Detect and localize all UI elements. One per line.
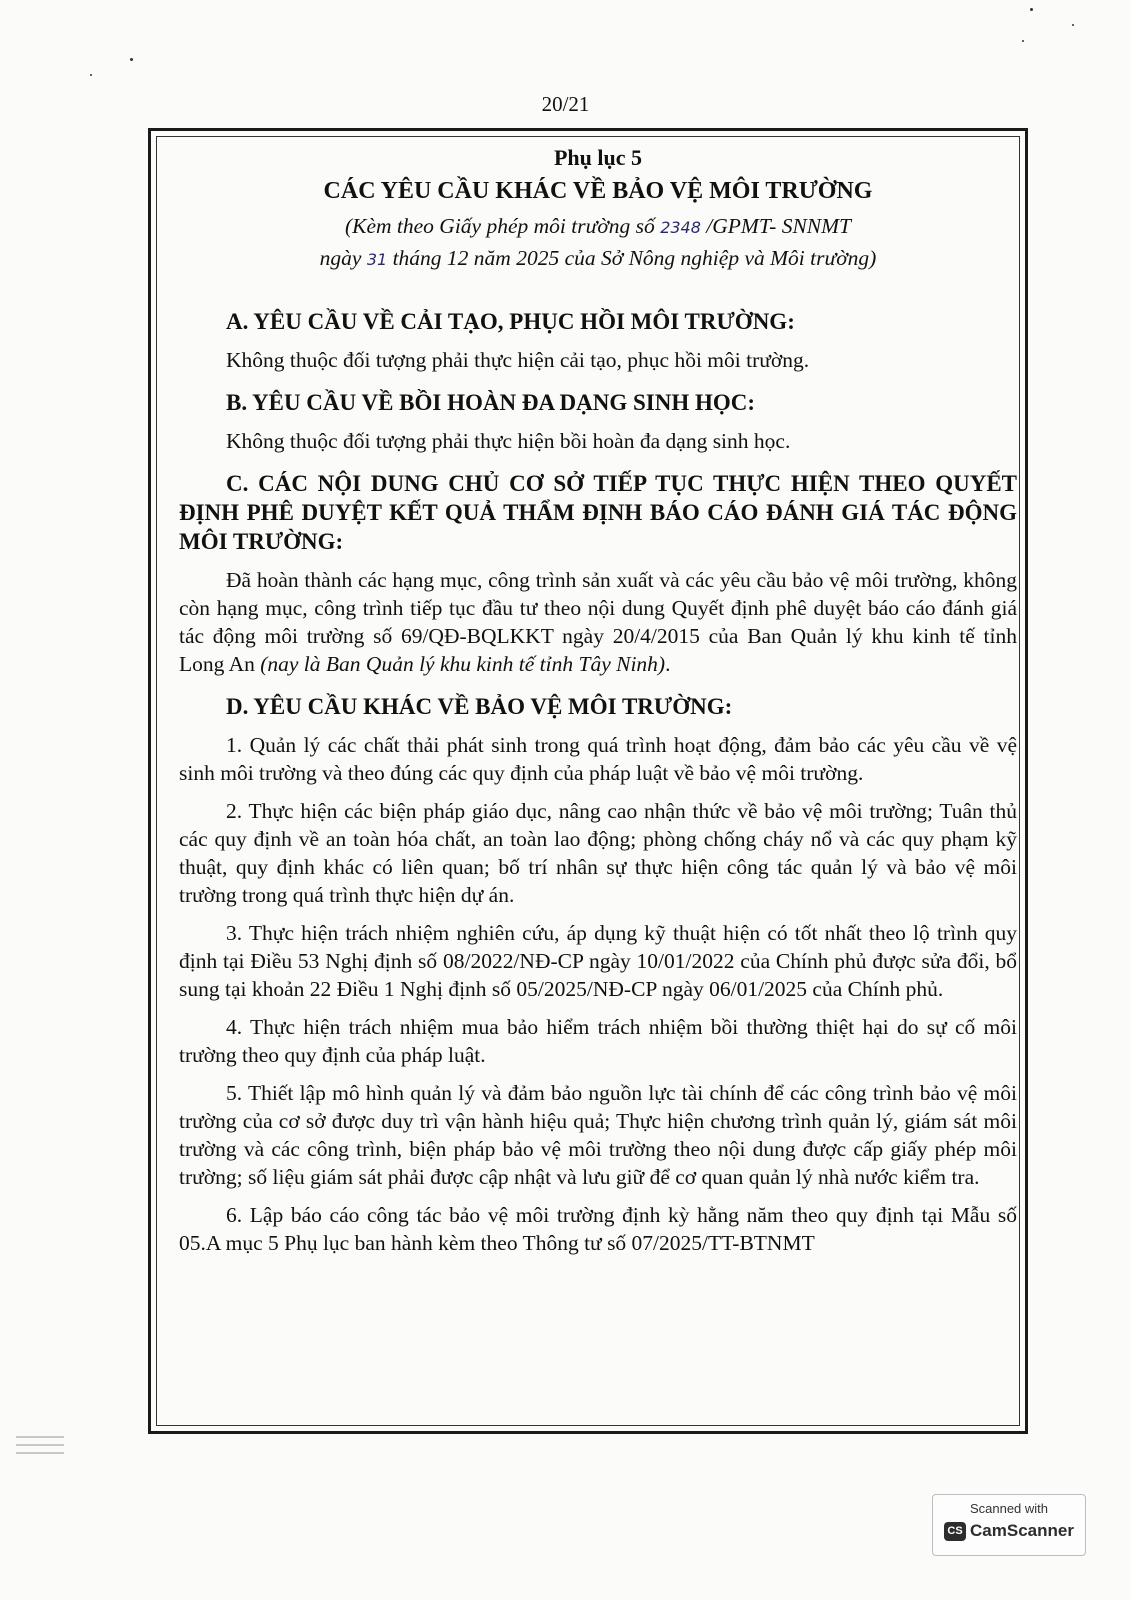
watermark-brand-row <box>933 1521 1085 1541</box>
section-d-heading: D. YÊU CẦU KHÁC VỀ BẢO VỆ MÔI TRƯỜNG: <box>226 694 733 719</box>
page-title: CÁC YÊU CẦU KHÁC VỀ BẢO VỆ MÔI TRƯỜNG <box>323 178 873 204</box>
handwritten-permit-number: 2348 <box>660 218 701 237</box>
subtitle-date-suffix: tháng 12 năm 2025 của Sở Nông nghiệp và Môi trường) <box>392 246 877 270</box>
appendix-label: Phụ lục 5 <box>553 145 643 170</box>
subtitle-suffix: /GPMT- SNNMT <box>706 214 852 238</box>
camscanner-logo-icon: CS <box>944 1522 966 1541</box>
section-b-heading: B. YÊU CẦU VỀ BỒI HOÀN ĐA DẠNG SINH HỌC: <box>226 390 756 415</box>
handwritten-day: 31 <box>366 250 388 269</box>
page-number: 20/21 <box>541 92 590 116</box>
section-b-text: Không thuộc đối tượng phải thực hiện bồi hoàn đa dạng sinh học. <box>226 429 791 453</box>
section-d-item-4: 4. Thực hiện trách nhiệm mua bảo hiểm trách nhiệm bồi thường thiệt hại do sự cố môi trường theo quy định của pháp luật. <box>179 1015 1017 1067</box>
section-c-italic-note: (nay là Ban Quản lý khu kinh tế tỉnh Tây Ninh) <box>260 652 666 676</box>
scan-speck <box>130 58 133 61</box>
camscanner-watermark <box>932 1494 1086 1556</box>
section-d-item-1: 1. Quản lý các chất thải phát sinh trong quá trình hoạt động, đảm bảo các yêu cầu về vệ sinh môi trường và theo đúng các quy định của pháp luật về bảo vệ môi trường. <box>179 733 1017 785</box>
section-d-item-3: 3. Thực hiện trách nhiệm nghiên cứu, áp dụng kỹ thuật hiện có tốt nhất theo lộ trình quy định tại Điều 53 Nghị định số 08/2022/NĐ-CP ngày 10/01/2022 của Chính phủ được sửa đổi, bổ sung tại khoản 22 Điều 1 Nghị định số 05/2025/NĐ-CP ngày 06/01/2025 của Chính phủ. <box>179 921 1017 1001</box>
section-d-item-2: 2. Thực hiện các biện pháp giáo dục, nâng cao nhận thức về bảo vệ môi trường; Tuân thủ các quy định về an toàn hóa chất, an toàn lao động; phòng chống cháy nổ và các quy phạm kỹ thuật, quy định khác có liên quan; bố trí nhân sự thực hiện công tác quản lý và bảo vệ môi trường trong quá trình thực hiện dự án. <box>179 799 1017 907</box>
scan-speck <box>90 74 92 76</box>
subtitle-prefix: (Kèm theo Giấy phép môi trường số <box>344 214 655 238</box>
section-c-body: Đã hoàn thành các hạng mục, công trình sản xuất và các yêu cầu bảo vệ môi trường, không còn hạng mục, công trình tiếp tục đầu tư theo nội dung Quyết định phê duyệt báo cáo đánh giá tác động môi trường số 69/QĐ-BQLKKT ngày 20/4/2015 của Ban Quản lý khu kinh tế tỉnh Long An <box>179 568 1017 676</box>
subtitle-date-prefix: ngày <box>319 246 362 270</box>
subtitle-line-2 <box>179 243 1017 275</box>
document-body <box>179 143 1017 1257</box>
section-d-item-5: 5. Thiết lập mô hình quản lý và đảm bảo nguồn lực tài chính để các công trình bảo vệ môi trường của cơ sở được duy trì vận hành hiệu quả; Thực hiện chương trình quản lý, giám sát môi trường và các công trình, biện pháp bảo vệ môi trường theo nội dung được cấp giấy phép môi trường; số liệu giám sát phải được cập nhật và lưu giữ để cơ quan quản lý nhà nước kiểm tra. <box>179 1081 1017 1189</box>
section-c-end: . <box>665 652 671 676</box>
scan-edge-marks <box>16 1436 64 1460</box>
section-c-heading: C. CÁC NỘI DUNG CHỦ CƠ SỞ TIẾP TỤC THỰC HIỆN THEO QUYẾT ĐỊNH PHÊ DUYỆT KẾT QUẢ THẨM ĐỊNH BÁO CÁO ĐÁNH GIÁ TÁC ĐỘNG MÔI TRƯỜNG: <box>179 471 1017 554</box>
watermark-caption: Scanned with <box>969 1501 1049 1516</box>
section-d-item-6: 6. Lập báo cáo công tác bảo vệ môi trường định kỳ hằng năm theo quy định tại Mẫu số 05.A mục 5 Phụ lục ban hành kèm theo Thông tư số 07/2025/TT-BTNMT <box>179 1203 1017 1255</box>
section-a-heading: A. YÊU CẦU VỀ CẢI TẠO, PHỤC HỒI MÔI TRƯỜNG: <box>226 309 795 334</box>
section-c-text <box>179 566 1017 678</box>
watermark-brand: CamScanner <box>970 1521 1074 1540</box>
scan-speck <box>1030 8 1033 11</box>
section-a-text: Không thuộc đối tượng phải thực hiện cải tạo, phục hồi môi trường. <box>226 348 810 372</box>
subtitle-line-1 <box>179 211 1017 243</box>
scan-speck <box>1022 40 1024 42</box>
scan-speck <box>1072 24 1074 26</box>
